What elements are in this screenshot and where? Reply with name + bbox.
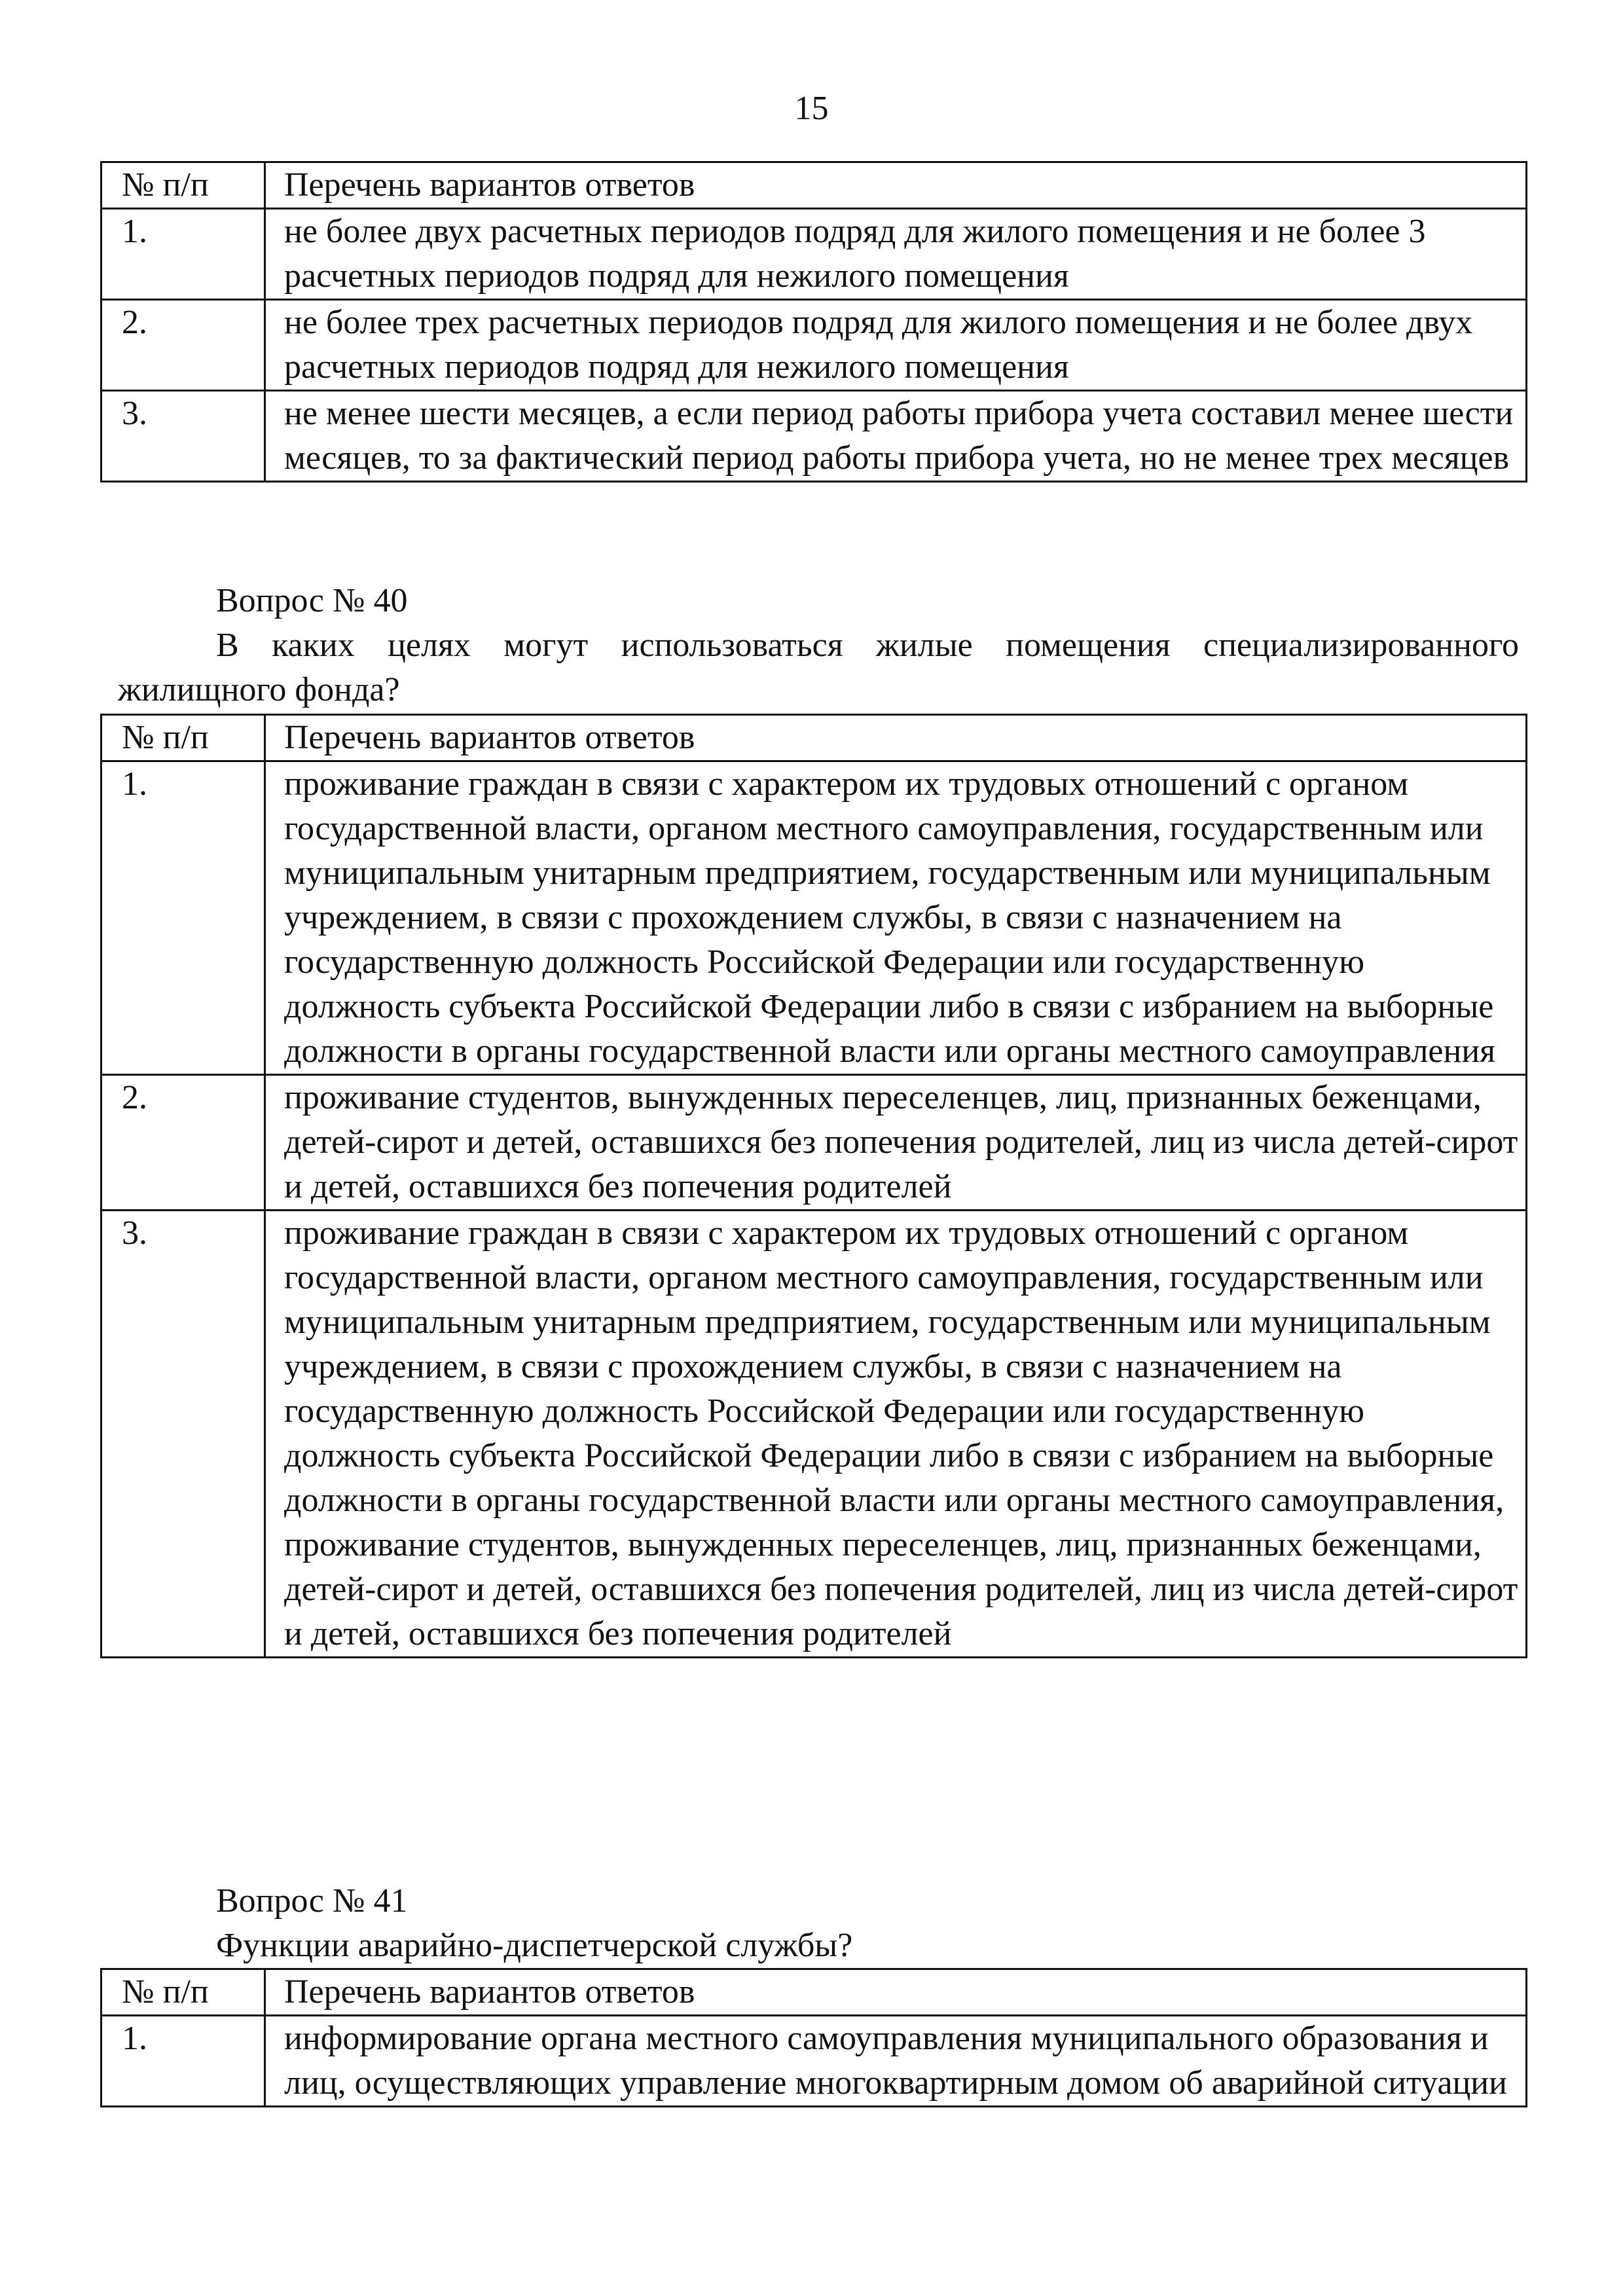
table-row [101, 761, 1527, 1075]
row-num: 2. [101, 1075, 265, 1211]
question-40-label: Вопрос № 40 [216, 582, 408, 619]
question-41-label: Вопрос № 41 [216, 1882, 408, 1920]
row-text: не более трех расчетных периодов подряд для жилого помещения и не более двух расчетных периодов подряд для нежилого помещения [265, 300, 1527, 391]
table-row [101, 1211, 1527, 1658]
table-row [101, 2016, 1527, 2107]
row-num: 1. [101, 761, 265, 1075]
row-text: информирование органа местного самоуправления муниципального образования и лиц, осуществляющих управление многоквартирным домом об аварийной ситуации [265, 2016, 1527, 2107]
header-answers: Перечень вариантов ответов [265, 1969, 1527, 2016]
table-header-row [101, 715, 1527, 761]
header-num: № п/п [101, 715, 265, 761]
table-row [101, 209, 1527, 300]
header-answers: Перечень вариантов ответов [265, 162, 1527, 209]
question-40-text: В каких целях могут использоваться жилые помещения специализированного жилищного фонда? [118, 627, 1519, 708]
answers-table-q40 [100, 714, 1527, 1658]
row-num: 3. [101, 391, 265, 482]
header-num: № п/п [101, 1969, 265, 2016]
header-answers: Перечень вариантов ответов [265, 715, 1527, 761]
row-text: не менее шести месяцев, а если период работы прибора учета составил менее шести месяцев, то за фактический период работы прибора учета, но не менее трех месяцев [265, 391, 1527, 482]
row-text: проживание граждан в связи с характером их трудовых отношений с органом государственной власти, органом местного самоуправления, государственным или муниципальным унитарным предприятием, государственным или муниципальным учреждением, в связи с прохождением службы, в связи с назначением на государственную должность Российской Федерации или государственную должность субъекта Российской Федерации либо в связи с избранием на выборные должности в органы государственной власти или органы местного самоуправления, проживание студентов, вынужденных переселенцев, лиц, признанных беженцами, детей-сирот и детей, оставшихся без попечения родителей, лиц из числа детей-сирот и детей, оставшихся без попечения родителей [265, 1211, 1527, 1658]
table-header-row [101, 162, 1527, 209]
answers-table-q41 [100, 1968, 1527, 2107]
row-num: 3. [101, 1211, 265, 1658]
question-41-text: Функции аварийно-диспетчерской службы? [216, 1927, 853, 1964]
answers-table-continued [100, 161, 1527, 483]
row-text: проживание студентов, вынужденных переселенцев, лиц, признанных беженцами, детей-сирот и детей, оставшихся без попечения родителей, лиц из числа детей-сирот и детей, оставшихся без попечения родителей [265, 1075, 1527, 1211]
row-text: проживание граждан в связи с характером их трудовых отношений с органом государственной власти, органом местного самоуправления, государственным или муниципальным унитарным предприятием, государственным или муниципальным учреждением, в связи с прохождением службы, в связи с назначением на государственную должность Российской Федерации или государственную должность субъекта Российской Федерации либо в связи с избранием на выборные должности в органы государственной власти или органы местного самоуправления [265, 761, 1527, 1075]
table-row [101, 1075, 1527, 1211]
row-text: не более двух расчетных периодов подряд для жилого помещения и не более 3 расчетных периодов подряд для нежилого помещения [265, 209, 1527, 300]
table-row [101, 391, 1527, 482]
page-number: 15 [794, 90, 829, 127]
row-num: 1. [101, 209, 265, 300]
row-num: 1. [101, 2016, 265, 2107]
row-num: 2. [101, 300, 265, 391]
table-header-row [101, 1969, 1527, 2016]
header-num: № п/п [101, 162, 265, 209]
table-row [101, 300, 1527, 391]
